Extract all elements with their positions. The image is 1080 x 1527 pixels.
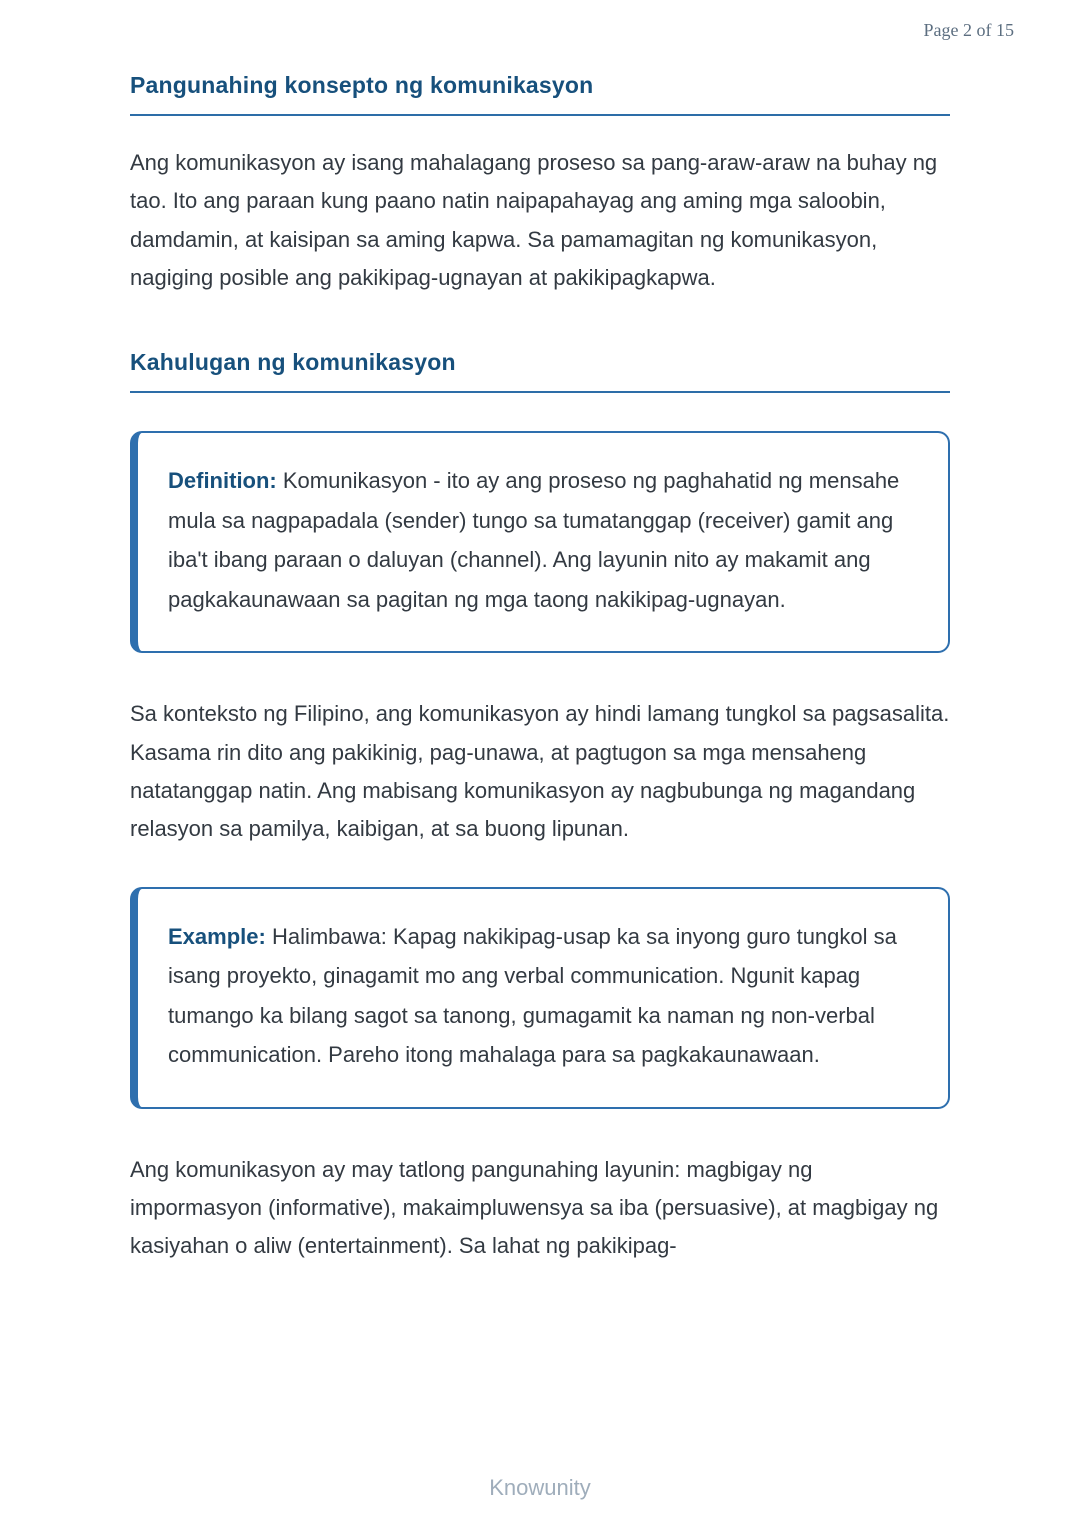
example-label: Example: (168, 923, 266, 949)
paragraph-purposes: Ang komunikasyon ay may tatlong pangunahing layunin: magbigay ng impormasyon (informative), makaimpluwensya sa iba (persuasive), at magbigay ng kasiyahan o aliw (entertainment). Sa lahat ng pakikipag- (130, 1156, 939, 1259)
paragraph-context: Sa konteksto ng Filipino, ang komunikasyon ay hindi lamang tungkol sa pagsasalita. Kasama rin dito ang pakikinig, pag-unawa, at pagtugon sa mga mensaheng natatanggap natin. Ang mabisang komunikasyon ay nagbubunga ng magandang relasyon sa pamilya, kaibigan, at sa buong lipunan. (130, 701, 950, 842)
definition-callout (130, 431, 950, 653)
definition-label: Definition: (168, 468, 277, 494)
example-text: Halimbawa: Kapag nakikipag-usap ka sa inyong guro tungkol sa isang proyekto, ginagamit mo ang verbal communication. Ngunit kapag tumango ka bilang sagot sa tanong, gumagamit ka naman ng non-verbal communication. Pareho itong mahalaga para sa pagkakaunawaan. (168, 923, 897, 1068)
heading-rule (130, 391, 950, 393)
page-content (130, 72, 950, 1266)
page-number: Page 2 of 15 (923, 20, 1014, 40)
section-heading-main-concepts: Pangunahing konsepto ng komunikasyon (130, 72, 594, 98)
section-heading-definition: Kahulugan ng komunikasyon (130, 349, 456, 376)
example-callout (130, 887, 950, 1109)
heading-rule (130, 114, 950, 116)
footer-brand: Knowunity (489, 1475, 591, 1500)
paragraph-intro: Ang komunikasyon ay isang mahalagang proseso sa pang-araw-araw na buhay ng tao. Ito ang paraan kung paano natin naipapahayag ang aming mga saloobin, damdamin, at kaisipan sa aming kapwa. Sa pamamagitan ng komunikasyon, nagiging posible ang pakikipag-ugnayan at pakikipagkapwa. (130, 150, 938, 290)
definition-text: Komunikasyon - ito ay ang proseso ng paghahatid ng mensahe mula sa nagpapadala (sender) tungo sa tumatanggap (receiver) gamit ang iba't ibang paraan o daluyan (channel). Ang layunin nito ay makamit ang pagkakaunawaan sa pagitan ng mga taong nakikipag-ugnayan. (168, 468, 900, 612)
